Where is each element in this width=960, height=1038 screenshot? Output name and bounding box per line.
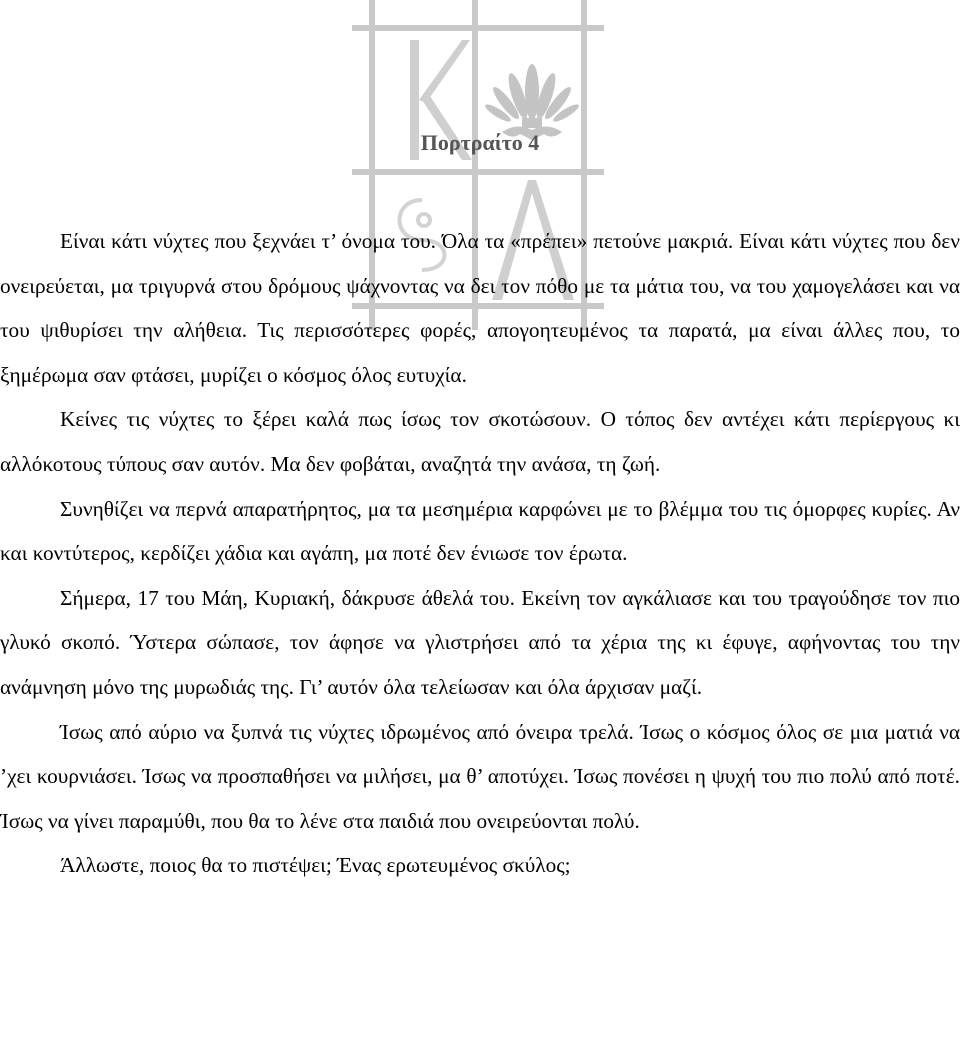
paragraph: Ίσως από αύριο να ξυπνά τις νύχτες ιδρωμένος από όνειρα τρελά. Ίσως ο κόσμος όλος σε μια ματιά να ’χει κουρνιάσει. Ίσως να προσπαθήσει να μιλήσει, μα θ’ αποτύχει. Ίσως πονέσει η ψυχή του πιο πολύ από ποτέ. Ίσως να γίνει παραμύθι, που θα το λένε στα παιδιά που ονειρεύονται πολύ. bbox=[0, 719, 960, 833]
document-body bbox=[0, 219, 960, 888]
paragraph: Σήμερα, 17 του Μάη, Κυριακή, δάκρυσε άθελά του. Εκείνη τον αγκάλιασε και του τραγούδησε τον πιο γλυκό σκοπό. Ύστερα σώπασε, τον άφησε να γλιστρήσει από τα χέρια της κι έφυγε, αφήνοντας του την ανάμνηση μόνο της μυρωδιάς της. Γι’ αυτόν όλα τελείωσαν και όλα άρχισαν μαζί. bbox=[0, 585, 960, 699]
paragraph: Συνηθίζει να περνά απαρατήρητος, μα τα μεσημέρια καρφώνει με το βλέμμα του τις όμορφες κυρίες. Αν και κοντύτερος, κερδίζει χάδια και αγάπη, μα ποτέ δεν ένιωσε τον έρωτα. bbox=[0, 496, 960, 566]
paragraph: Είναι κάτι νύχτες που ξεχνάει τ’ όνομα του. Όλα τα «πρέπει» πετούνε μακριά. Είναι κάτι νύχτες που δεν ονειρεύεται, μα τριγυρνά στου δρόμους ψάχνοντας να δει τον πόθο με τα μάτια του, να του χαμογελάσει και να του ψιθυρίσει την αλήθεια. Τις περισσότερες φορές, απογοητευμένος τα παρατά, μα είναι άλλες που, το ξημέρωμα σαν φτάσει, μυρίζει ο κόσμος όλος ευτυχία. bbox=[0, 229, 960, 387]
paragraph: Άλλωστε, ποιος θα το πιστέψει; Ένας ερωτευμένος σκύλος; bbox=[60, 853, 571, 878]
paragraph: Κείνες τις νύχτες το ξέρει καλά πως ίσως τον σκοτώσουν. Ο τόπος δεν αντέχει κάτι περίεργους κι αλλόκοτους τύπους σαν αυτόν. Μα δεν φοβάται, αναζητά την ανάσα, τη ζωή. bbox=[0, 407, 960, 476]
document-title: Πορτραίτο 4 bbox=[420, 130, 540, 155]
